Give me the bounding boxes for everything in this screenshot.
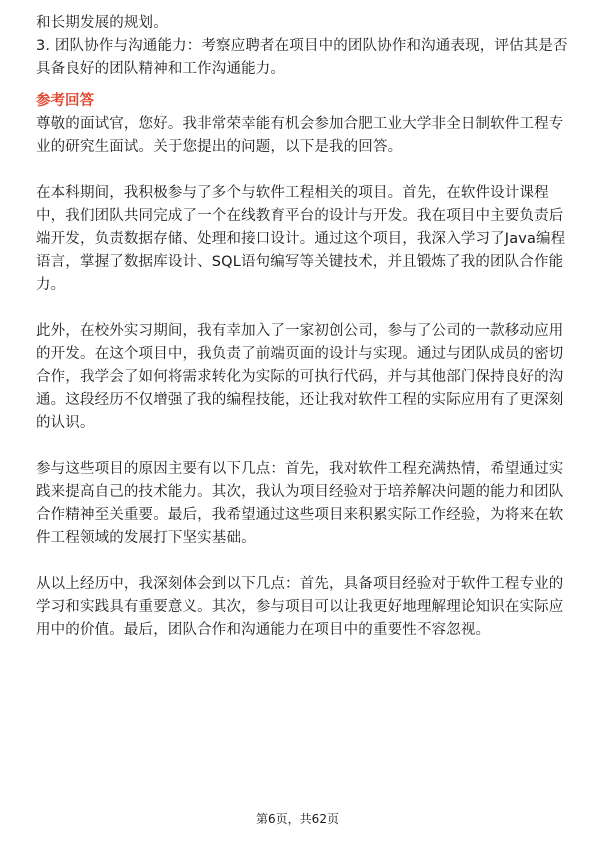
intro-section (36, 12, 568, 81)
paragraph-internship (36, 320, 564, 435)
paragraph-undergrad-projects (36, 182, 566, 297)
page-number: 第6页，共62页 (256, 812, 339, 826)
text-line: 从以上经历中，我深刻体会到以下几点：首先，具备项目经验对于软件工程专业的 (36, 576, 564, 592)
text-line: 语言，掌握了数据库设计、SQL语句编写等关键技术，并且锻炼了我的团队合作能 (36, 254, 564, 270)
text-line: 力。 (36, 277, 66, 293)
text-line: 尊敬的面试官，您好。我非常荣幸能有机会参加合肥工业大学非全日制软件工程专 (36, 116, 564, 132)
text-line: 合作精神至关重要。最后，我希望通过这些项目来积累实际工作经验，为将来在软 (36, 507, 564, 523)
text-line: 3. 团队协作与沟通能力：考察应聘者在项目中的团队协作和沟通表现，评估其是否 (36, 38, 568, 54)
text-line: 的开发。在这个项目中，我负责了前端页面的设计与实现。通过与团队成员的密切 (36, 346, 564, 362)
document-page (36, 12, 568, 642)
text-line: 在本科期间，我积极参与了多个与软件工程相关的项目。首先，在软件设计课程 (36, 185, 549, 201)
paragraph-motivation (36, 458, 564, 550)
paragraph-reflection (36, 573, 564, 642)
text-line: 端开发，负责数据存储、处理和接口设计。通过这个项目，我深入学习了Java编程 (36, 231, 566, 247)
text-line: 中，我们团队共同完成了一个在线教育平台的设计与开发。我在项目中主要负责后 (36, 208, 564, 224)
text-line: 业的研究生面试。关于您提出的问题，以下是我的回答。 (36, 139, 403, 155)
text-line: 的认识。 (36, 415, 95, 431)
text-line: 件工程领域的发展打下坚实基础。 (36, 530, 256, 546)
answer-heading: 参考回答 (36, 93, 94, 109)
text-line: 学习和实践具有重要意义。其次，参与项目可以让我更好地理解理论知识在实际应 (36, 599, 564, 615)
text-line: 具备良好的团队精神和工作沟通能力。 (36, 61, 286, 77)
text-line: 通。这段经历不仅增强了我的编程技能，还让我对软件工程的实际应用有了更深刻 (36, 392, 564, 408)
text-line: 和长期发展的规划。 (36, 15, 168, 31)
text-line: 合作，我学会了如何将需求转化为实际的可执行代码，并与其他部门保持良好的沟 (36, 369, 564, 385)
text-line: 参与这些项目的原因主要有以下几点：首先，我对软件工程充满热情，希望通过实 (36, 461, 564, 477)
text-line: 用中的价值。最后，团队合作和沟通能力在项目中的重要性不容忽视。 (36, 622, 491, 638)
text-line: 践来提高自己的技术能力。其次，我认为项目经验对于培养解决问题的能力和团队 (36, 484, 564, 500)
text-line: 此外，在校外实习期间，我有幸加入了一家初创公司，参与了公司的一款移动应用 (36, 323, 564, 339)
paragraph-greeting (36, 113, 564, 159)
